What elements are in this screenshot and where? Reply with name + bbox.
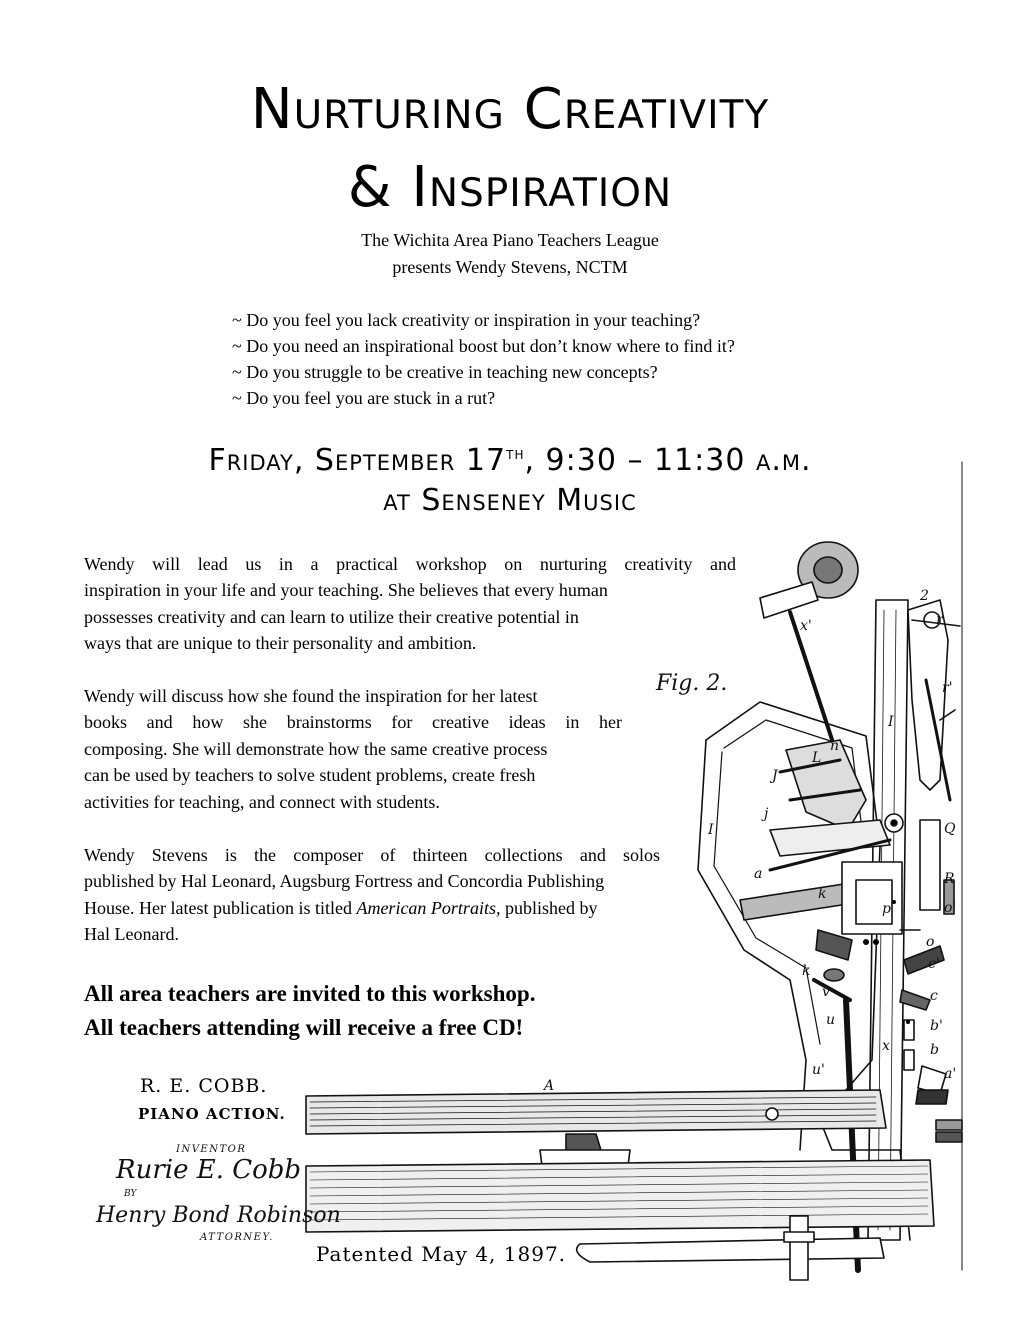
- description-p3-text: House. Her latest publication is titled: [84, 898, 357, 918]
- svg-text:R: R: [944, 871, 955, 887]
- svg-text:x: x: [882, 1038, 890, 1054]
- attorney-signature: Henry Bond Robinson: [96, 1203, 341, 1228]
- svg-text:a': a': [944, 1066, 957, 1082]
- hammer-head: [760, 542, 858, 770]
- presenter-line-2: presents Wendy Stevens, NCTM: [392, 257, 628, 277]
- svg-text:c': c': [928, 956, 940, 972]
- svg-text:r: r: [936, 612, 943, 628]
- svg-text:J: J: [772, 768, 778, 784]
- svg-text:I: I: [708, 822, 714, 838]
- key-bed: [306, 1120, 962, 1280]
- svg-text:v: v: [822, 984, 830, 1000]
- description-p1-line: Wendy will lead us in a practical workshop on nurturing creativity and: [84, 554, 736, 574]
- description-p3-line: Hal Leonard.: [84, 924, 179, 944]
- event-venue: at Senseney Music: [383, 483, 637, 518]
- description-p2-line: can be used by teachers to solve student problems, create fresh: [84, 765, 536, 785]
- question-item: ~ Do you feel you are stuck in a rut?: [232, 388, 496, 408]
- description-p3-line: published by Hal Leonard, Augsburg Fortress and Concordia Publishing: [84, 871, 605, 891]
- svg-text:b: b: [930, 1042, 939, 1058]
- book-title: American Portraits,: [356, 898, 501, 918]
- inventor-signature: Rurie E. Cobb: [116, 1155, 302, 1185]
- svg-text:o: o: [926, 934, 935, 950]
- svg-text:x': x': [800, 618, 812, 634]
- event-date-suffix: th: [506, 444, 525, 464]
- patent-subject: PIANO ACTION.: [138, 1105, 286, 1123]
- attorney-label: ATTORNEY.: [200, 1232, 274, 1243]
- patent-inventor-name: R. E. COBB.: [140, 1075, 268, 1097]
- svg-text:2: 2: [920, 588, 929, 604]
- svg-text:r': r': [942, 680, 953, 696]
- by-label: BY: [124, 1189, 137, 1199]
- svg-text:a: a: [754, 866, 763, 882]
- svg-text:I: I: [888, 714, 894, 730]
- svg-text:u: u: [826, 1012, 836, 1028]
- question-item: ~ Do you feel you lack creativity or inspiration in your teaching?: [232, 310, 701, 330]
- inventor-label: INVENTOR: [176, 1144, 247, 1155]
- key-lever: [306, 1090, 886, 1166]
- title-line-2: & Inspiration: [347, 155, 673, 220]
- description-p1-line: inspiration in your life and your teaching. She believes that every human: [84, 580, 608, 600]
- svg-text:A: A: [544, 1078, 555, 1094]
- title-line-1: Nurturing Creativity: [250, 77, 770, 142]
- description-p2-line: books and how she brainstorms for creative ideas in her: [84, 712, 622, 732]
- event-time: , 9:30 – 11:30 a.m.: [524, 443, 812, 478]
- question-item: ~ Do you need an inspirational boost but don’t know where to find it?: [232, 336, 735, 356]
- action-frame-left: [698, 740, 806, 1150]
- description-p2-line: composing. She will demonstrate how the same creative process: [84, 739, 548, 759]
- svg-text:n: n: [830, 738, 840, 754]
- description-p1-line: ways that are unique to their personality and ambition.: [84, 633, 477, 653]
- question-item: ~ Do you struggle to be creative in teaching new concepts?: [232, 362, 658, 382]
- sticker-rod: [846, 1000, 858, 1270]
- description-p2-line: Wendy will discuss how she found the inspiration for her latest: [84, 686, 538, 706]
- svg-text:k: k: [818, 886, 827, 902]
- description-p2-line: activities for teaching, and connect with students.: [84, 792, 440, 812]
- svg-text:c: c: [930, 988, 938, 1004]
- description-p1-line: possesses creativity and can learn to utilize their creative potential in: [84, 607, 579, 627]
- svg-text:o': o': [944, 900, 957, 916]
- event-date: Friday, September 17: [208, 443, 507, 478]
- svg-text:k: k: [802, 963, 811, 979]
- svg-text:j: j: [764, 806, 769, 822]
- back-flange: [908, 600, 960, 800]
- invitation-line-2: All teachers attending will receive a free CD!: [84, 1015, 524, 1040]
- svg-text:b': b': [930, 1018, 943, 1034]
- svg-text:u': u': [812, 1062, 825, 1078]
- svg-text:p: p: [882, 901, 891, 917]
- description-p3-text: published by: [500, 898, 598, 918]
- figure-label: Fig. 2.: [656, 671, 728, 696]
- presenter-line-1: The Wichita Area Piano Teachers League: [361, 230, 659, 250]
- patent-date: Patented May 4, 1897.: [316, 1242, 567, 1266]
- svg-text:L: L: [812, 750, 822, 766]
- invitation-line-1: All area teachers are invited to this workshop.: [84, 981, 536, 1006]
- description-p3-line: Wendy Stevens is the composer of thirteen collections and solos: [84, 845, 660, 865]
- svg-text:Q: Q: [944, 821, 956, 837]
